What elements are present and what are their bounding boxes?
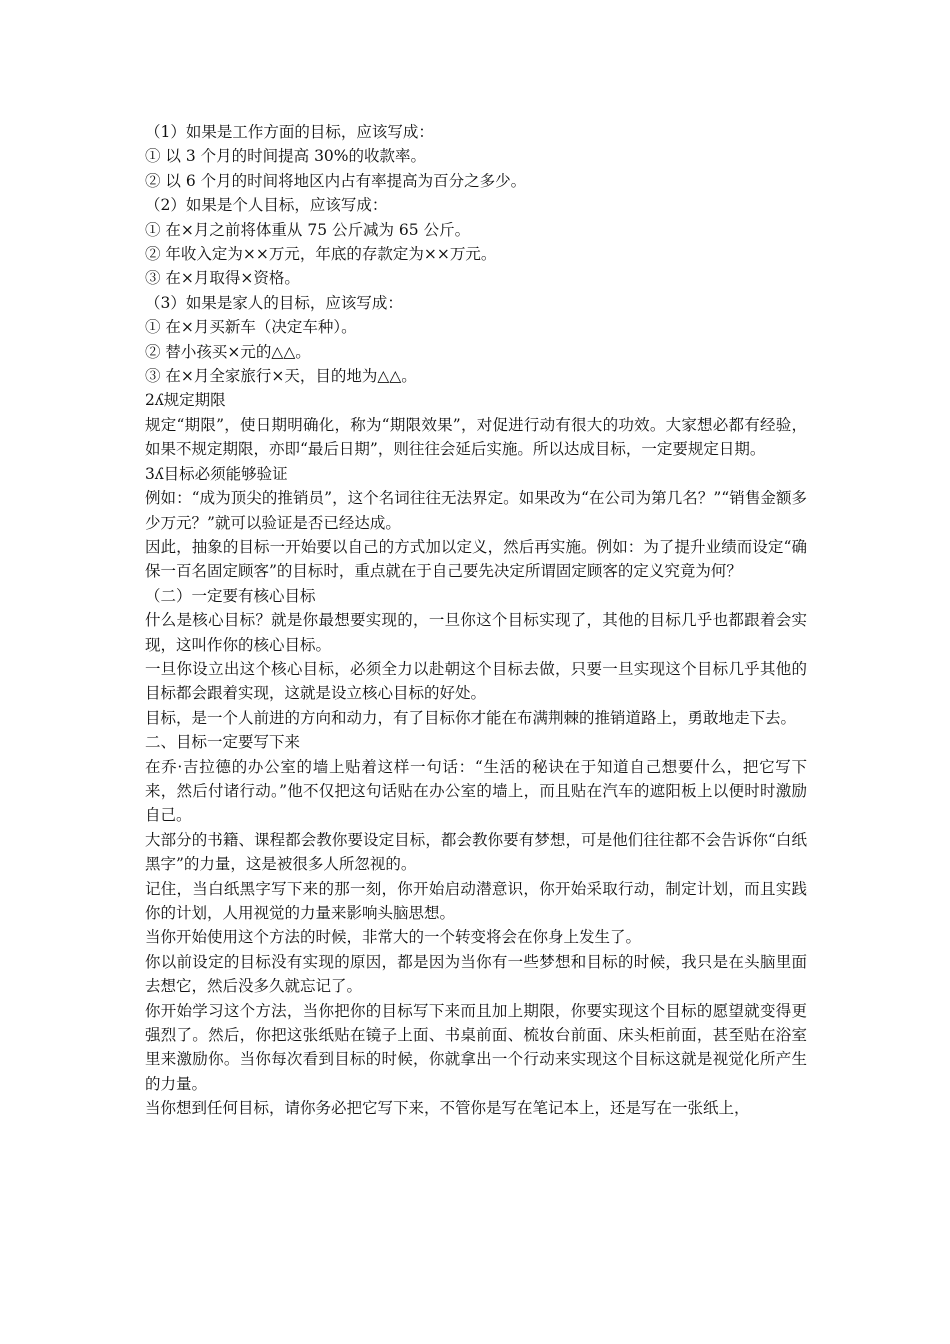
- paragraph-family-goal-item-1: ① 在×月买新车（决定车种）。: [145, 318, 357, 337]
- paragraph-work-goal-heading: （1）如果是工作方面的目标，应该写成：: [145, 123, 434, 141]
- paragraph-joe-girard-quote: 在乔·吉拉德的办公室的墙上贴着这样一句话：“生活的秘诀在于知道自己想要什么，把它写下来，然后付诸行动。”他不仅把这句话贴在办公室的墙上，而且贴在汽车的遮阳板上以便时时激励自己。: [145, 757, 807, 825]
- section-heading-deadline: 2ʎ规定期限: [145, 391, 226, 410]
- paragraph-past-goals: 你以前设定的目标没有实现的原因，都是因为当你有一些梦想和目标的时候，我只是在头脑里面去想它，然后没多久就忘记了。: [145, 952, 807, 996]
- paragraph-work-goal-item-1: ① 以 3 个月的时间提高 30%的收款率。: [145, 147, 427, 166]
- paragraph-work-goal-item-2: ② 以 6 个月的时间将地区内占有率提高为百分之多少。: [145, 171, 527, 190]
- section-heading-write-down: 二、目标一定要写下来: [145, 733, 301, 752]
- paragraph-core-goal-definition: 什么是核心目标？就是你最想要实现的，一旦你这个目标实现了，其他的目标几乎也都跟着会实现，这叫作你的核心目标。: [145, 611, 807, 654]
- paragraph-personal-goal-heading: （2）如果是个人目标，应该写成：: [145, 196, 388, 215]
- paragraph-personal-goal-item-2: ② 年收入定为××万元，年底的存款定为××万元。: [145, 245, 497, 264]
- document-body: [145, 120, 807, 1121]
- paragraph-deadline-body: 规定“期限”，使日期明确化，称为“期限效果”，对促进行动有很大的功效。大家想必都有经验，如果不规定期限，亦即“最后日期”，则往往会延后实施。所以达成目标，一定要规定日期。: [145, 415, 807, 459]
- paragraph-personal-goal-item-1: ① 在×月之前将体重从 75 公斤减为 65 公斤。: [145, 220, 471, 239]
- paragraph-verifiable-example: 例如：“成为顶尖的推销员”，这个名词往往无法界定。如果改为“在公司为第几名？”“销售金额多少万元？”就可以验证是否已经达成。: [145, 489, 807, 532]
- section-heading-core-goal: （二）一定要有核心目标: [145, 586, 316, 605]
- paragraph-core-goal-benefit: 一旦你设立出这个核心目标，必须全力以赴朝这个目标去做，只要一旦实现这个目标几乎其他的目标都会跟着实现，这就是设立核心目标的好处。: [145, 659, 807, 703]
- section-heading-verifiable: 3ʎ目标必须能够验证: [145, 464, 288, 483]
- paragraph-verifiable-definition: 因此，抽象的目标一开始要以自己的方式加以定义，然后再实施。例如：为了提升业绩而设定“确保一百名固定顾客”的目标时，重点就在于自己要先决定所谓固定顾客的定义究竟为何？: [145, 537, 807, 581]
- paragraph-family-goal-heading: （3）如果是家人的目标，应该写成：: [145, 293, 403, 312]
- paragraph-personal-goal-item-3: ③ 在×月取得×资格。: [145, 269, 300, 288]
- paragraph-family-goal-item-2: ② 替小孩买×元的△△。: [145, 342, 311, 361]
- paragraph-visualization: 你开始学习这个方法，当你把你的目标写下来而且加上期限，你要实现这个目标的愿望就变得更强烈了。然后，你把这张纸贴在镜子上面、书桌前面、梳妆台前面、床头柜前面，甚至贴在浴室里来激励你。当你每次看到目标的时候，你就拿出一个行动来实现这个目标这就是视觉化所产生的力量。: [145, 1001, 807, 1093]
- paragraph-goal-direction: 目标，是一个人前进的方向和动力，有了目标你才能在布满荆棘的推销道路上，勇敢地走下去。: [145, 708, 797, 727]
- paragraph-black-and-white: 大部分的书籍、课程都会教你要设定目标，都会教你要有梦想，可是他们往往都不会告诉你“白纸黑字”的力量，这是被很多人所忽视的。: [145, 830, 807, 874]
- paragraph-family-goal-item-3: ③ 在×月全家旅行×天，目的地为△△。: [145, 367, 417, 386]
- paragraph-subconscious: 记住，当白纸黑字写下来的那一刻，你开始启动潜意识，你开始采取行动，制定计划，而且实践你的计划，人用视觉的力量来影响头脑思想。: [145, 879, 807, 922]
- paragraph-write-any-goal: 当你想到任何目标，请你务必把它写下来，不管你是写在笔记本上，还是写在一张纸上，: [145, 1099, 750, 1118]
- paragraph-transformation: 当你开始使用这个方法的时候，非常大的一个转变将会在你身上发生了。: [145, 928, 642, 947]
